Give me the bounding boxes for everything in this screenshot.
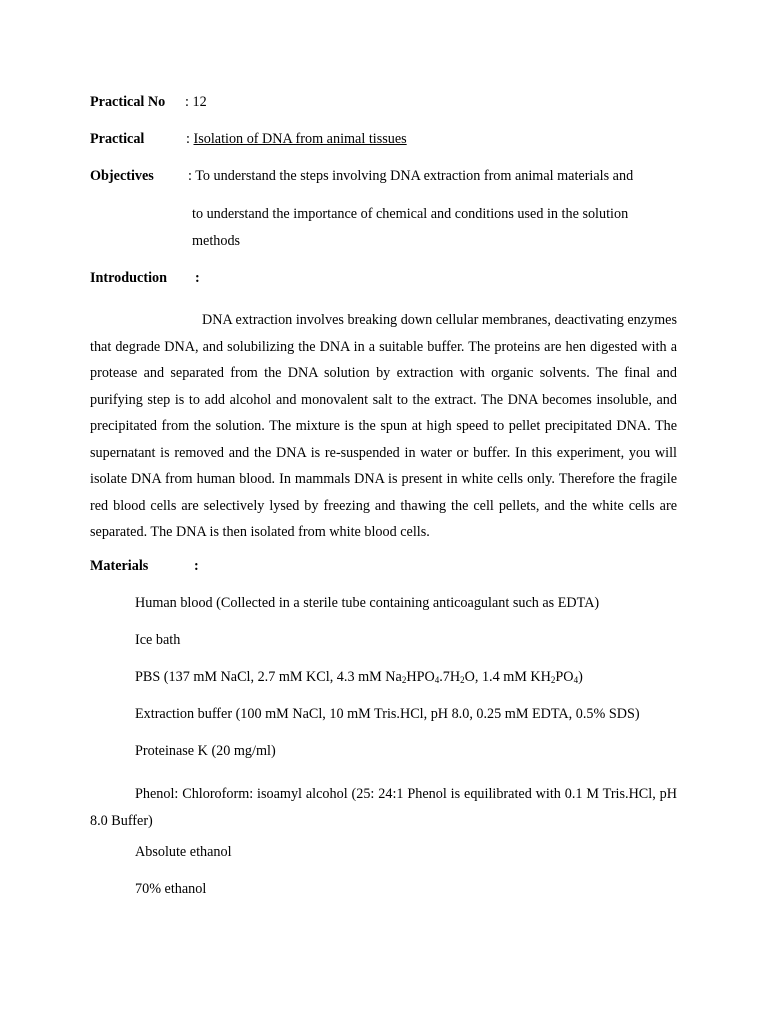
objectives-line-2: to understand the importance of chemical and conditions used in the solution: [192, 206, 629, 222]
practical-no-value: : 12: [185, 94, 207, 110]
objectives-line-1: : To understand the steps involving DNA extraction from animal materials and: [188, 168, 634, 184]
material-item: Human blood (Collected in a sterile tube containing anticoagulant such as EDTA): [135, 595, 600, 611]
objectives-line-3: methods: [192, 233, 241, 249]
materials-colon: :: [194, 558, 199, 574]
materials-label: Materials: [90, 558, 149, 574]
material-item: Ice bath: [135, 632, 181, 648]
introduction-paragraph: [90, 307, 677, 546]
objectives-label: Objectives: [90, 168, 154, 184]
introduction-text: DNA extraction involves breaking down cellular membranes, deactivating enzymes that degrade DNA, and solubilizing the DNA in a suitable buffer. The proteins are hen digested with a protease and separated from the DNA solution by extraction with organic solvents. The final and purifying step is to add alcohol and monovalent salt to the extract. The DNA becomes insoluble, and precipitated from the solution. The mixture is the spun at high speed to pellet precipitated DNA. The supernatant is removed and the DNA is re-suspended in water or buffer. In this experiment, you will isolate DNA from human blood. In mammals DNA is present in white cells only. Therefore the fragile red blood cells are selectively lysed by freezing and thawing the cell pellets, and the white cells are separated. The DNA is then isolated from white blood cells.: [90, 312, 677, 540]
practical-no-label: Practical No: [90, 94, 166, 110]
material-item: Phenol: Chloroform: isoamyl alcohol (25: 24:1 Phenol is equilibrated with 0.1 M Tris.HCl, pH 8.0 Buffer): [90, 786, 677, 829]
material-item: Proteinase K (20 mg/ml): [135, 743, 276, 759]
material-item: Absolute ethanol: [135, 844, 232, 860]
material-item: Extraction buffer (100 mM NaCl, 10 mM Tris.HCl, pH 8.0, 0.25 mM EDTA, 0.5% SDS): [135, 706, 640, 722]
practical-sep: :: [186, 131, 194, 147]
material-item: PBS (137 mM NaCl, 2.7 mM KCl, 4.3 mM $Na_2HPO_4.7H_2O$, 1.4 mM $KH_2PO_4$): [135, 669, 583, 685]
practical-value: Isolation of DNA from animal tissues: [193, 131, 407, 147]
introduction-label: Introduction: [90, 270, 167, 286]
introduction-colon: :: [195, 270, 200, 286]
material-item: 70% ethanol: [135, 881, 207, 897]
practical-label: Practical: [90, 131, 145, 147]
practical-title: [186, 132, 407, 146]
